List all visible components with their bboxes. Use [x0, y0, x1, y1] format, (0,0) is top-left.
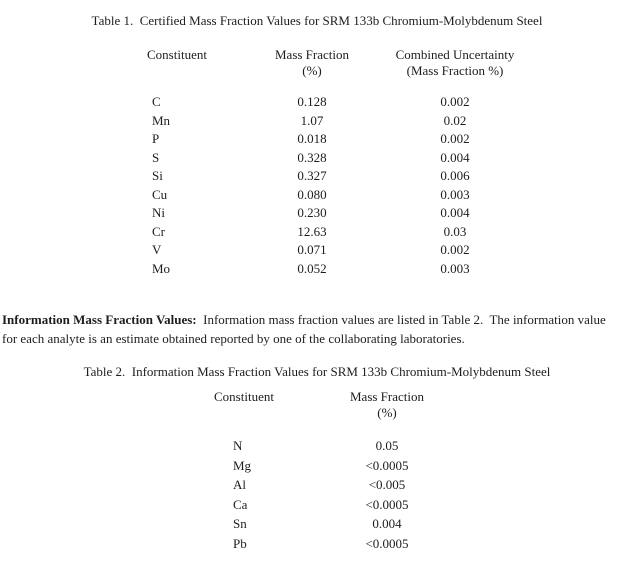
constituent-cell: Sn [233, 516, 247, 531]
uncertainty-cell: 0.004 [440, 205, 470, 220]
table-row [0, 112, 634, 131]
column-label: Constituent [214, 389, 274, 404]
mass-fraction-cell: <0.0005 [365, 496, 409, 512]
column-label: Mass Fraction [274, 47, 350, 62]
paragraph-line: for each analyte is an estimate obtained reported by one of the collaborating laboratories. [2, 330, 465, 346]
mass-fraction-cell: 0.052 [297, 260, 327, 276]
constituent-cell: Pb [233, 535, 247, 551]
mass-fraction-cell: 0.328 [297, 149, 327, 165]
constituent-cell: Al [233, 477, 246, 492]
constituent-cell: Mn [152, 112, 171, 128]
column-label: Combined Uncertainty [395, 47, 515, 62]
table1-header-uncertainty [385, 47, 525, 79]
mass-fraction-cell: 0.230 [297, 205, 327, 220]
uncertainty-cell: 0.002 [440, 242, 470, 257]
paragraph-line [2, 311, 634, 330]
mass-fraction-cell: 0.018 [297, 131, 327, 146]
column-sublabel: (%) [377, 405, 397, 420]
constituent-cell: Si [152, 168, 163, 183]
mass-fraction-cell: <0.005 [368, 477, 406, 492]
info-paragraph [2, 311, 634, 348]
column-label: Mass Fraction [349, 389, 425, 404]
mass-fraction-cell: 1.07 [300, 112, 324, 128]
constituent-cell: N [233, 438, 243, 453]
table-row [0, 241, 634, 260]
table-row [0, 436, 634, 456]
table-row [0, 223, 634, 242]
column-sublabel: (%) [302, 63, 322, 78]
uncertainty-cell: 0.006 [440, 168, 470, 183]
constituent-cell: S [152, 149, 160, 165]
mass-fraction-cell: 0.327 [297, 168, 327, 183]
constituent-cell: Ni [152, 205, 165, 220]
mass-fraction-cell: 0.080 [297, 186, 327, 202]
mass-fraction-cell: 0.071 [297, 242, 327, 257]
uncertainty-cell: 0.004 [440, 149, 470, 165]
table-row [0, 186, 634, 205]
mass-fraction-cell: <0.0005 [365, 457, 409, 473]
table2-header [0, 389, 634, 421]
table1-header-constituent [137, 47, 217, 79]
constituent-cell: Cu [152, 186, 168, 202]
table-row [0, 475, 634, 495]
table1-body [0, 93, 634, 278]
table1-title: Table 1. Certified Mass Fraction Values for SRM 133b Chromium-Molybdenum Steel [91, 13, 543, 28]
table2-header-mass-fraction [327, 389, 447, 421]
column-label: Constituent [147, 47, 207, 62]
uncertainty-cell: 0.002 [440, 131, 470, 146]
uncertainty-cell: 0.03 [443, 223, 467, 239]
table-row [0, 167, 634, 186]
table-row [0, 456, 634, 476]
table2-header-constituent [204, 389, 284, 421]
column-sublabel: (Mass Fraction %) [406, 63, 504, 78]
table-row [0, 149, 634, 168]
mass-fraction-cell: <0.0005 [365, 535, 409, 551]
table-row [0, 93, 634, 112]
table-row [0, 260, 634, 279]
table-row [0, 534, 634, 554]
mass-fraction-cell: 12.63 [297, 223, 327, 239]
constituent-cell: Ca [233, 496, 248, 512]
table1-header [0, 47, 634, 79]
table-row [0, 204, 634, 223]
uncertainty-cell: 0.02 [443, 112, 467, 128]
uncertainty-cell: 0.003 [440, 260, 470, 276]
paragraph-text: Information mass fraction values are listed in Table 2. The information value [196, 312, 606, 327]
constituent-cell: Mg [233, 457, 252, 473]
constituent-cell: Cr [152, 223, 165, 239]
constituent-cell: Mo [152, 260, 171, 276]
table2-body [0, 436, 634, 553]
mass-fraction-cell: 0.004 [372, 516, 402, 531]
paragraph-bold-label: Information Mass Fraction Values: [2, 312, 197, 327]
table-row [0, 495, 634, 515]
constituent-cell: V [152, 242, 162, 257]
constituent-cell: P [152, 131, 160, 146]
table-row [0, 130, 634, 149]
uncertainty-cell: 0.002 [440, 94, 470, 109]
mass-fraction-cell: 0.128 [297, 94, 327, 109]
mass-fraction-cell: 0.05 [375, 438, 399, 453]
table-row [0, 514, 634, 534]
table1-header-mass-fraction [242, 47, 382, 79]
table2-title: Table 2. Information Mass Fraction Values for SRM 133b Chromium-Molybdenum Steel [83, 364, 551, 379]
uncertainty-cell: 0.003 [440, 186, 470, 202]
constituent-cell: C [152, 94, 161, 109]
